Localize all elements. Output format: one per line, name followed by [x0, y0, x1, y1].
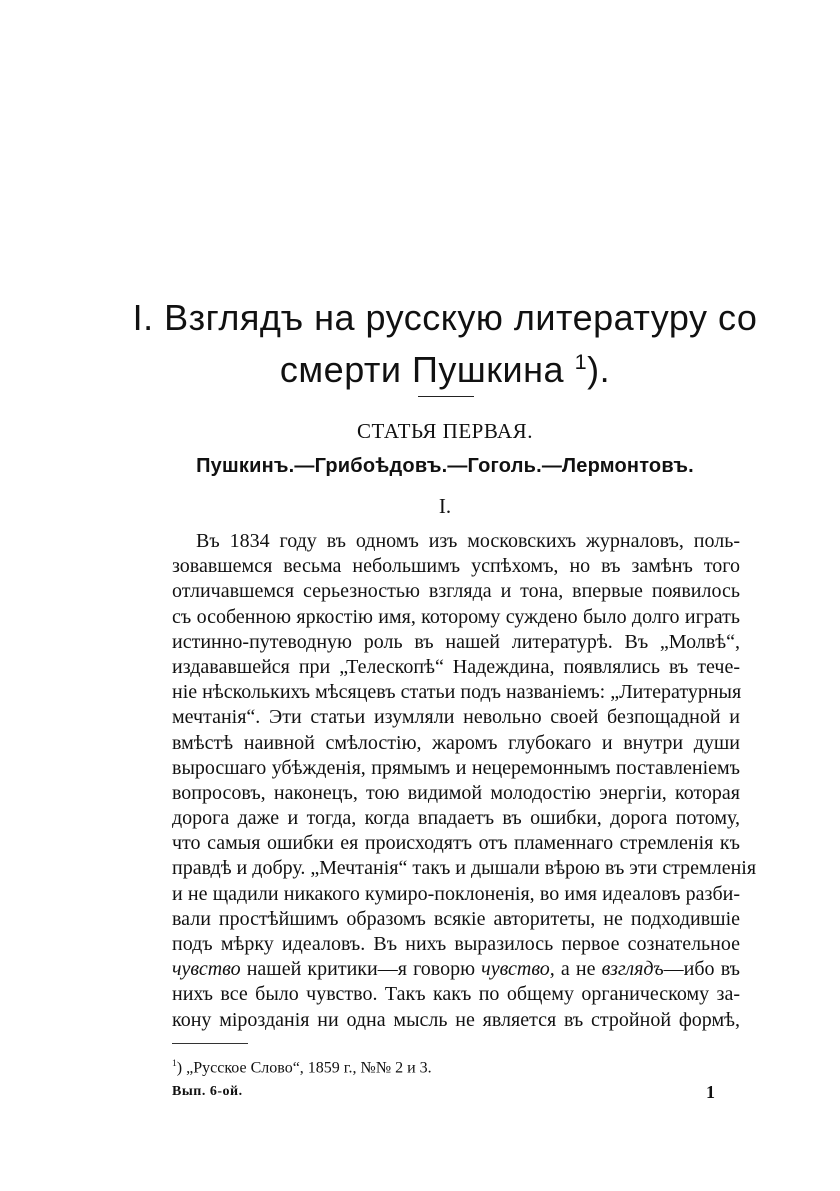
text-line: вали простѣйшимъ образомъ всякіе авторитеты, не подходившіе — [172, 907, 740, 930]
text-line: выросшаго убѣжденія, прямымъ и нецеремоннымъ поставленіемъ — [172, 756, 740, 779]
italic-word: чувство — [172, 958, 241, 981]
section-number: I. — [438, 494, 452, 518]
text-line-mixed — [172, 957, 740, 982]
text-line: кону мірозданія ни одна мысль не является въ стройной формѣ, — [172, 1008, 740, 1031]
text-line: истинно-путеводную роль въ нашей литературѣ. Въ „Молвѣ“, — [172, 630, 740, 653]
footnote-divider — [172, 1043, 248, 1044]
article-heading: СТАТЬЯ ПЕРВАЯ. — [357, 419, 533, 443]
footnote-marker: 1 — [172, 1058, 177, 1069]
text-line: правдѣ и добру. „Мечтанія“ такъ и дышали вѣрою въ эти стремленія — [172, 857, 757, 880]
footnote-text: ) „Русское Слово“, 1859 г., №№ 2 и 3. — [176, 1059, 432, 1077]
text-line: нихъ все было чувство. Такъ какъ по общему органическому за- — [172, 983, 740, 1006]
page-number: 1 — [706, 1082, 715, 1102]
title-line-1: I. Взглядъ на русскую литературу со — [132, 297, 758, 338]
text-line: съ особенною яркостію имя, которому суждено было долго играть — [172, 605, 740, 628]
printer-signature: Вып. 6-ой. — [172, 1084, 243, 1099]
text-fragment: нашей критики—я говорю — [240, 958, 482, 981]
text-line: что самыя ошибки ея происходятъ отъ пламеннаго стремленія къ — [172, 832, 740, 855]
title-line-2: смерти Пушкина — [279, 349, 565, 390]
article-title — [100, 296, 790, 392]
article-subheading: Пушкинъ.—Грибоѣдовъ.—Гоголь.—Лермонтовъ. — [196, 455, 694, 477]
title-footnote-marker[interactable]: 1 — [574, 349, 588, 374]
text-fragment: —ибо въ — [663, 958, 740, 981]
footnote — [172, 1054, 732, 1078]
text-fragment: а не — [554, 958, 602, 981]
body-paragraph — [172, 529, 757, 1033]
text-line: и не щадили никакого кумиро-поклоненія, во имя идеаловъ разби- — [172, 882, 740, 905]
text-line: зовавшемся весьма небольшимъ успѣхомъ, но въ замѣнъ того — [172, 555, 740, 578]
title-divider — [418, 396, 474, 397]
text-line: издававшейся при „Телескопѣ“ Надеждина, появлялись въ тече- — [172, 655, 740, 678]
title-line-2-end: ). — [587, 349, 611, 390]
text-line: мечтанія“. Эти статьи изумляли невольно своей безпощадной и — [172, 706, 740, 729]
text-line: вопросовъ, наконецъ, тою видимой молодостію энергіи, которая — [172, 781, 740, 804]
text-line: ніе нѣсколькихъ мѣсяцевъ статьи подъ названіемъ: „Литературныя — [172, 681, 742, 704]
italic-word: взглядъ — [601, 958, 664, 981]
text-line: дорога даже и тогда, когда впадаетъ въ ошибки, дорога потому, — [172, 807, 740, 830]
text-line: Въ 1834 году въ одномъ изъ московскихъ журналовъ, поль- — [196, 530, 740, 552]
text-line: отличавшемся серьезностью взгляда и тона, впервые появилось — [172, 580, 740, 603]
text-line: вмѣстѣ наивной смѣлостію, жаромъ глубокаго и внутри души — [172, 731, 740, 754]
text-line: подъ мѣрку идеаловъ. Въ нихъ выразилось первое сознательное — [172, 933, 740, 955]
italic-word: чувство, — [481, 958, 555, 981]
